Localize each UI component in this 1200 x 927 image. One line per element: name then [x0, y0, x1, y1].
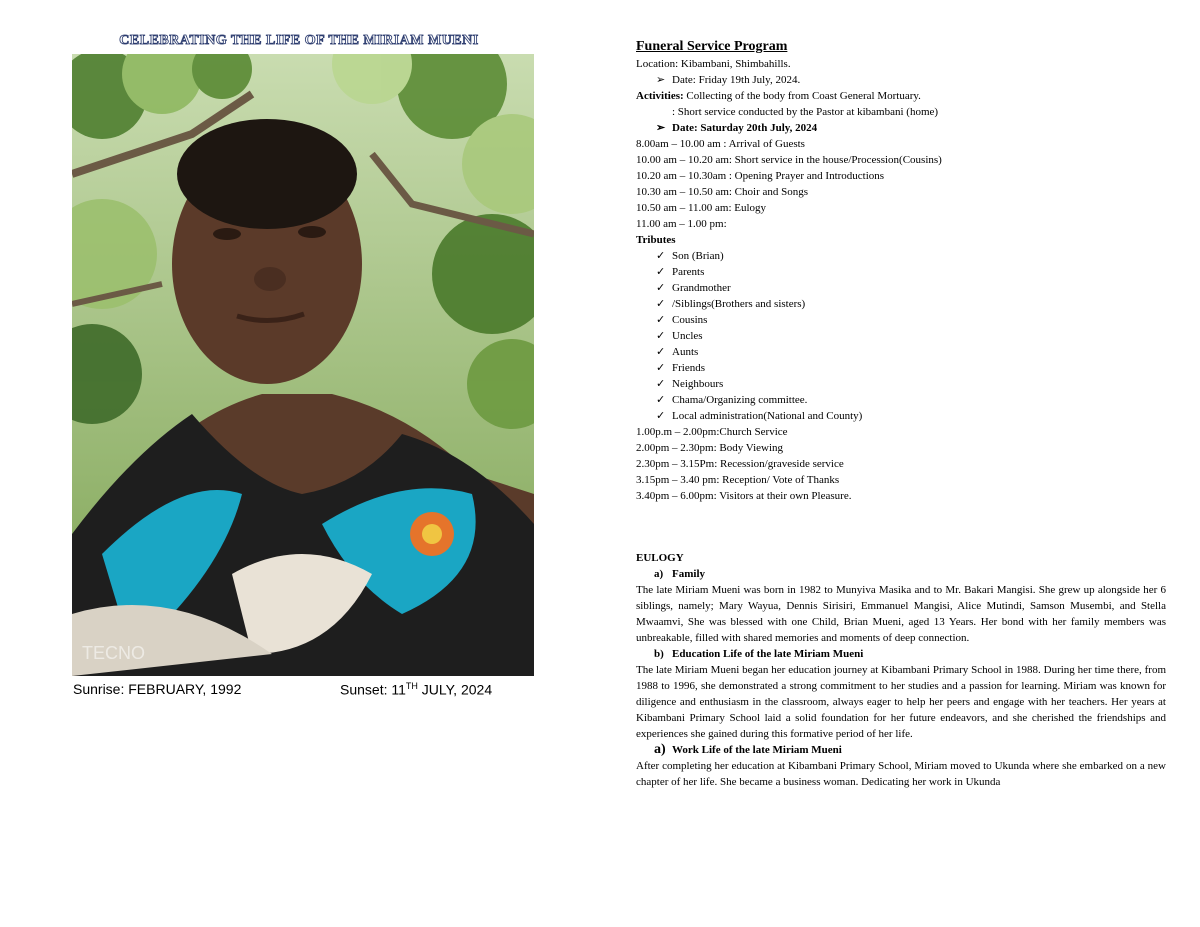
tributes-heading: Tributes — [636, 234, 676, 246]
check-icon: ✓ — [656, 410, 666, 422]
schedule-morning — [636, 136, 1166, 232]
check-icon: ✓ — [656, 298, 666, 310]
schedule-item: 8.00am – 10.00 am : Arrival of Guests — [636, 138, 805, 150]
tribute-label: Chama/Organizing committee. — [672, 394, 808, 406]
eulogy-section-work-heading — [636, 742, 1166, 758]
tribute-item — [636, 360, 1166, 376]
check-icon: ✓ — [656, 314, 666, 326]
sunrise-date: Sunrise: FEBRUARY, 1992 — [73, 681, 242, 697]
check-icon: ✓ — [656, 346, 666, 358]
tribute-label: Grandmother — [672, 282, 731, 294]
tribute-item — [636, 312, 1166, 328]
schedule-item: 11.00 am – 1.00 pm: — [636, 218, 727, 230]
sunset-date — [340, 681, 492, 698]
tribute-item — [636, 296, 1166, 312]
tribute-item — [636, 248, 1166, 264]
location-line: Location: Kibambani, Shimbahills. — [636, 58, 791, 70]
section-label: a) — [654, 742, 666, 757]
eulogy-work-text: After completing her education at Kibambani Primary School, Miriam moved to Ukunda where she embarked on a new chapter of her life. She became a business woman. Dedicating her work in Ukunda — [636, 760, 1166, 788]
watermark-text: TECNO — [82, 643, 145, 663]
schedule-item: 10.30 am – 10.50 am: Choir and Songs — [636, 186, 809, 198]
activities-text-1: Collecting of the body from Coast General Mortuary. — [686, 90, 921, 102]
activities-label: Activities: — [636, 90, 684, 102]
tribute-label: Neighbours — [672, 378, 724, 390]
eulogy-education-text: The late Miriam Mueni began her education journey at Kibambani Primary School in 1988. During her time there, from 1988 to 1996, she demonstrated a strong commitment to her studies and a passion for learning. Miriam was known for diligence and enthusiasm in the classroom, always eager to help her peers and engage with her teachers. Her years at Kibambani Primary School laid a solid foundation for her future endeavors, and she cherished the friendships and experiences she gained during this formative period of her life. — [636, 664, 1166, 740]
tributes-list — [636, 248, 1166, 424]
tribute-label: /Siblings(Brothers and sisters) — [672, 298, 806, 310]
check-icon: ✓ — [656, 394, 666, 406]
section-title: Work Life of the late Miriam Mueni — [672, 744, 842, 756]
schedule-item: 10.00 am – 10.20 am: Short service in the house/Procession(Cousins) — [636, 154, 942, 166]
tribute-item — [636, 264, 1166, 280]
section-title: Education Life of the late Miriam Mueni — [672, 648, 864, 660]
sunset-prefix: Sunset: 11 — [340, 681, 406, 698]
tribute-label: Friends — [672, 362, 705, 374]
tribute-item — [636, 344, 1166, 360]
date1-line — [636, 72, 1166, 88]
sunset-superscript: TH — [405, 681, 418, 691]
portrait-illustration — [72, 54, 534, 676]
tribute-item — [636, 328, 1166, 344]
schedule-item: 1.00p.m – 2.00pm:Church Service — [636, 426, 788, 438]
section-spacer — [636, 504, 1166, 550]
memorial-banner: CELEBRATING THE LIFE OF THE MIRIAM MUENI — [119, 33, 479, 48]
tribute-item — [636, 408, 1166, 424]
check-icon: ✓ — [656, 362, 666, 374]
activities-line-2: : Short service conducted by the Pastor at kibambani (home) — [672, 106, 939, 118]
portrait-photo — [72, 54, 534, 676]
tribute-label: Parents — [672, 266, 705, 278]
tribute-label: Local administration(National and County) — [672, 410, 863, 422]
section-label: a) — [654, 568, 664, 580]
check-icon: ✓ — [656, 266, 666, 278]
schedule-item: 10.50 am – 11.00 am: Eulogy — [636, 202, 767, 214]
eulogy-family-text: The late Miriam Mueni was born in 1982 to Munyiva Masika and to Mr. Bakari Mangisi. She grew up alongside her 6 siblings, namely; Mary Wayua, Dennis Sirisiri, Emmanuel Mangisi, Alice Mutindi, Samson Musembi, and Stella Mwaamvi, She was blessed with one Child, Brian Mueni, aged 13 Years. Her bond with her family members was unbreakable, filled with shared memories and moments of deep connection. — [636, 584, 1166, 644]
date2-line — [636, 120, 1166, 136]
date2-text: Date: Saturday 20th July, 2024 — [672, 122, 818, 134]
schedule-item: 3.15pm – 3.40 pm: Reception/ Vote of Thanks — [636, 474, 840, 486]
program-page — [636, 38, 1166, 790]
schedule-item: 2.30pm – 3.15Pm: Recession/graveside service — [636, 458, 844, 470]
arrow-bullet-icon: ➢ — [656, 122, 666, 134]
sunset-suffix: JULY, 2024 — [417, 681, 493, 698]
tribute-label: Cousins — [672, 314, 708, 326]
program-title: Funeral Service Program — [636, 39, 788, 54]
tribute-item — [636, 376, 1166, 392]
schedule-item: 10.20 am – 10.30am : Opening Prayer and Introductions — [636, 170, 885, 182]
section-label: b) — [654, 648, 664, 660]
eulogy-section-education-heading — [636, 646, 1166, 662]
arrow-bullet-icon: ➢ — [656, 74, 666, 86]
tribute-label: Uncles — [672, 330, 703, 342]
section-title: Family — [672, 568, 705, 580]
tribute-item — [636, 392, 1166, 408]
eulogy-heading: EULOGY — [636, 552, 684, 564]
schedule-item: 3.40pm – 6.00pm: Visitors at their own Pleasure. — [636, 490, 852, 502]
activities-line — [636, 88, 1166, 104]
schedule-item: 2.00pm – 2.30pm: Body Viewing — [636, 442, 784, 454]
check-icon: ✓ — [656, 330, 666, 342]
date1-text: Date: Friday 19th July, 2024. — [672, 74, 801, 86]
tribute-label: Aunts — [672, 346, 699, 358]
eulogy-section-family-heading — [636, 566, 1166, 582]
tribute-item — [636, 280, 1166, 296]
check-icon: ✓ — [656, 282, 666, 294]
tribute-label: Son (Brian) — [672, 250, 724, 262]
check-icon: ✓ — [656, 250, 666, 262]
check-icon: ✓ — [656, 378, 666, 390]
schedule-afternoon — [636, 424, 1166, 504]
